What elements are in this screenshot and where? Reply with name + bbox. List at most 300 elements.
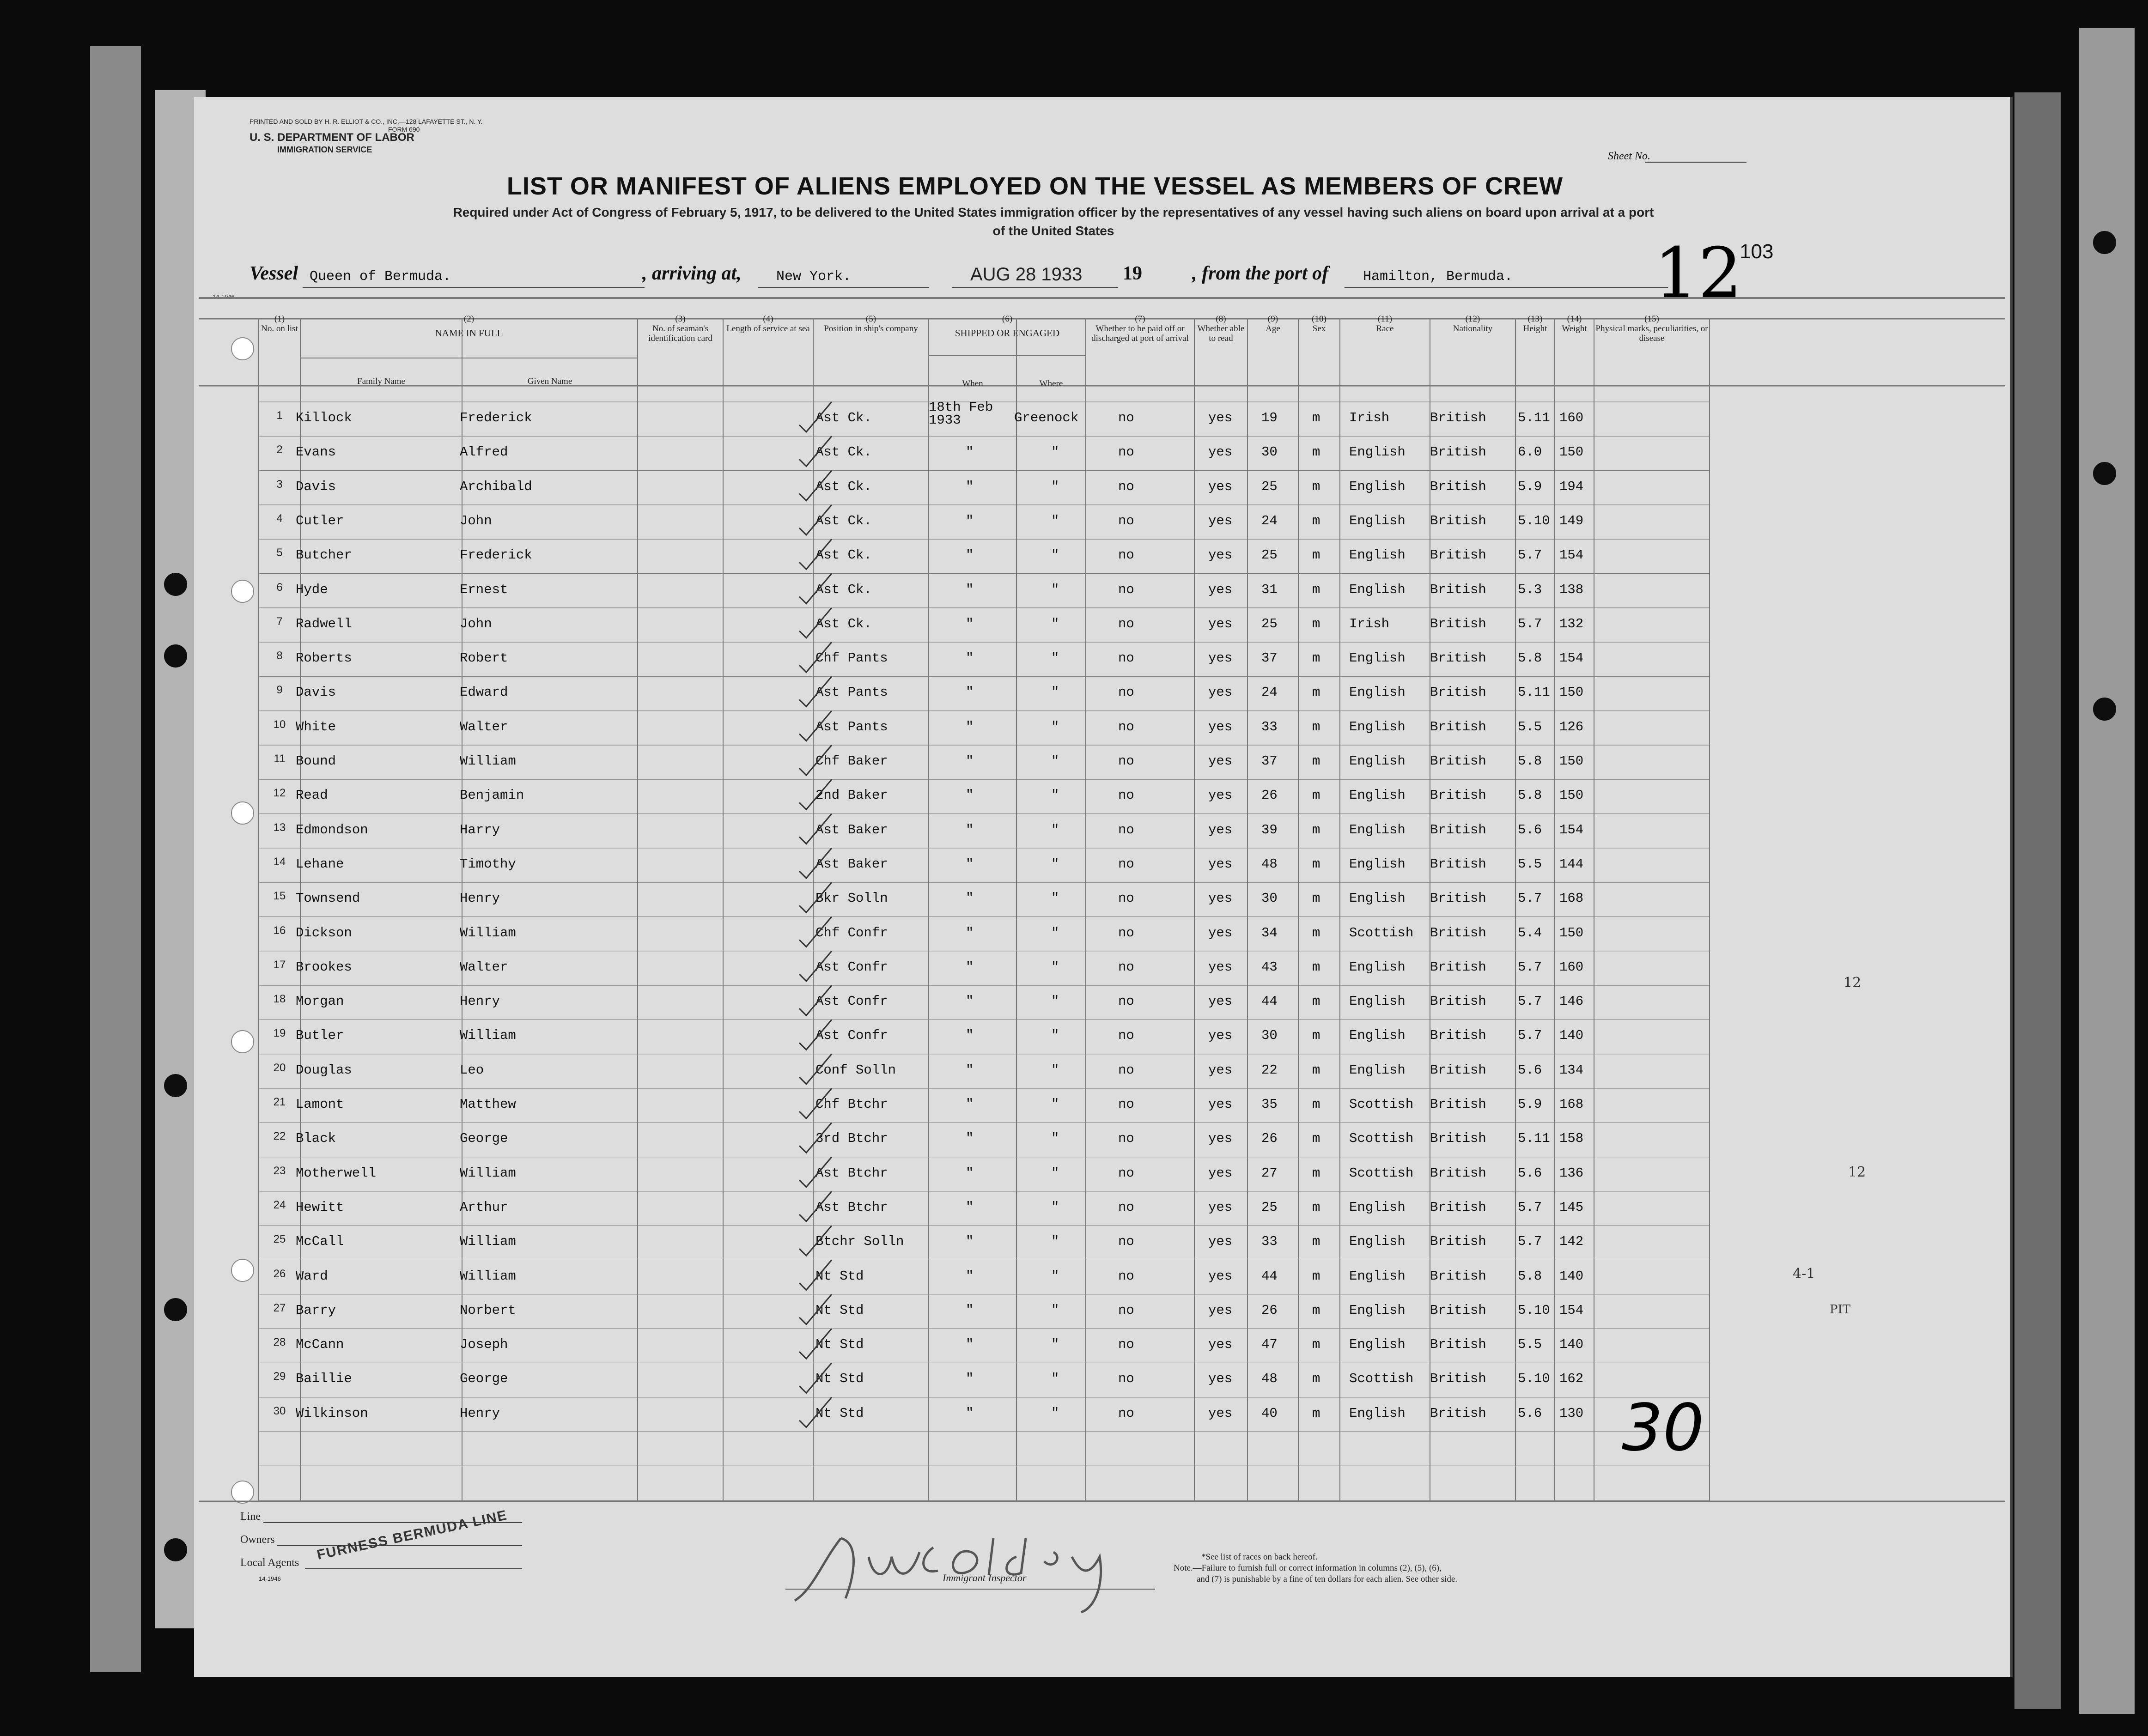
cell-age: 39 (1261, 822, 1278, 838)
cell-family: Hyde (296, 582, 328, 597)
cell-where: Greenock (1014, 410, 1079, 425)
cell-family: Dickson (296, 925, 352, 941)
row-number: 30 (273, 1404, 286, 1417)
cell-sex: m (1312, 822, 1320, 838)
check-mark (799, 1294, 832, 1324)
cell-race: Scottish (1349, 1165, 1414, 1181)
column-label: No. on list (261, 324, 298, 334)
cell-weight: 134 (1559, 1062, 1584, 1078)
row-number: 13 (273, 821, 286, 834)
cell-read: yes (1208, 1097, 1233, 1112)
cell-sex: m (1312, 959, 1320, 975)
cell-height: 5.7 (1518, 959, 1542, 975)
cell-height: 5.8 (1518, 753, 1542, 769)
cell-height: 5.7 (1518, 1234, 1542, 1250)
cell-read: yes (1208, 891, 1233, 906)
cell-where: " (1051, 1097, 1059, 1112)
cell-read: yes (1208, 685, 1233, 700)
column-number: (11) (1378, 314, 1392, 324)
cell-where: " (1051, 582, 1059, 597)
cell-family: McCann (296, 1337, 344, 1353)
cell-family: Barry (296, 1302, 336, 1318)
cell-sex: m (1312, 479, 1320, 494)
agents-label: Local Agents (240, 1557, 299, 1569)
check-mark (799, 574, 832, 604)
cell-when: " (966, 547, 974, 563)
cell-read: yes (1208, 959, 1233, 975)
cell-paid-off: no (1118, 479, 1134, 494)
check-mark (799, 505, 832, 535)
cell-when: " (966, 925, 974, 941)
cell-race: Irish (1349, 410, 1390, 425)
cell-paid-off: no (1118, 1371, 1134, 1387)
cell-race: English (1349, 1268, 1406, 1284)
column-label: When (962, 379, 983, 388)
cell-race: English (1349, 1062, 1406, 1078)
cell-read: yes (1208, 547, 1233, 563)
row-number: 16 (273, 924, 286, 937)
cell-height: 5.11 (1518, 685, 1550, 700)
column-number: (9) (1267, 314, 1278, 324)
cell-sex: m (1312, 1028, 1320, 1044)
cell-given: William (460, 925, 516, 941)
cell-where: " (1051, 650, 1059, 666)
cell-when: " (966, 650, 974, 666)
cell-position: Ast Ck. (815, 479, 872, 494)
cell-sex: m (1312, 1199, 1320, 1215)
cell-height: 5.10 (1518, 513, 1550, 528)
cell-family: Butler (296, 1028, 344, 1044)
cell-position: Ast Btchr (815, 1199, 888, 1215)
cell-position: Ast Baker (815, 822, 888, 838)
cell-given: Walter (460, 719, 508, 734)
cell-read: yes (1208, 1234, 1233, 1250)
footer-note-2: Note.—Failure to furnish full or correct information in columns (2), (5), (6), (1174, 1563, 1442, 1573)
cell-paid-off: no (1118, 1302, 1134, 1318)
cell-family: Ward (296, 1268, 328, 1284)
column-number: (3) (675, 314, 686, 324)
cell-weight: 158 (1559, 1131, 1584, 1147)
cell-height: 5.7 (1518, 616, 1542, 631)
row-number: 23 (273, 1164, 286, 1177)
row-number: 12 (273, 787, 286, 800)
cell-given: Henry (460, 891, 500, 906)
cell-weight: 142 (1559, 1234, 1584, 1250)
cell-height: 5.10 (1518, 1302, 1550, 1318)
cell-nationality: British (1430, 822, 1486, 838)
cell-family: Roberts (296, 650, 352, 666)
cell-paid-off: no (1118, 1268, 1134, 1284)
cell-when: " (966, 1268, 974, 1284)
cell-age: 31 (1261, 582, 1278, 597)
cell-position: Nt Std (815, 1268, 864, 1284)
subtitle-line-1: Required under Act of Congress of February 5, 1917, to be delivered to the United States immigration officer by the representatives of any vessel having such aliens on board upon arrival at a port (453, 205, 1654, 219)
row-number: 5 (276, 546, 283, 559)
cell-race: Scottish (1349, 1131, 1414, 1147)
cell-where: " (1051, 1302, 1059, 1318)
row-number: 11 (274, 753, 286, 765)
cell-read: yes (1208, 822, 1233, 838)
row-number: 17 (273, 958, 286, 971)
cell-sex: m (1312, 1337, 1320, 1353)
cell-family: Cutler (296, 513, 344, 528)
cell-sex: m (1312, 1268, 1320, 1284)
arriving-label: , arriving at, (642, 263, 742, 284)
from-port: Hamilton, Bermuda. (1363, 269, 1513, 285)
cell-position: Nt Std (815, 1405, 864, 1421)
cell-read: yes (1208, 1165, 1233, 1181)
cell-weight: 150 (1559, 685, 1584, 700)
cell-height: 5.7 (1518, 1199, 1542, 1215)
cell-position: Ast Ck. (815, 513, 872, 528)
cell-paid-off: no (1118, 959, 1134, 975)
sheet-label: Sheet No. (1608, 150, 1650, 162)
cell-read: yes (1208, 753, 1233, 769)
cell-read: yes (1208, 1131, 1233, 1147)
cell-read: yes (1208, 1062, 1233, 1078)
inspector-signature (785, 1520, 1164, 1617)
cell-nationality: British (1430, 1199, 1486, 1215)
cell-family: Edmondson (296, 822, 368, 838)
cell-family: Lamont (296, 1097, 344, 1112)
cell-age: 24 (1261, 513, 1278, 528)
cell-nationality: British (1430, 1302, 1486, 1318)
row-number: 28 (273, 1336, 286, 1349)
cell-age: 25 (1261, 479, 1278, 494)
footer-note-3: and (7) is punishable by a fine of ten dollars for each alien. See other side. (1197, 1574, 1458, 1584)
cell-given: John (460, 616, 492, 631)
cell-position: Nt Std (815, 1371, 864, 1387)
cell-when: " (966, 719, 974, 734)
cell-nationality: British (1430, 1028, 1486, 1044)
cell-paid-off: no (1118, 925, 1134, 941)
cell-race: English (1349, 891, 1406, 906)
cell-where: " (1051, 1371, 1059, 1387)
cell-family: Motherwell (296, 1165, 377, 1181)
cell-when: " (966, 582, 974, 597)
from-port-label: , from the port of (1192, 263, 1329, 284)
cell-read: yes (1208, 410, 1233, 425)
row-number: 18 (273, 993, 286, 1006)
cell-position: Ast Baker (815, 856, 888, 872)
cell-when: " (966, 616, 974, 631)
cell-height: 5.9 (1518, 1097, 1542, 1112)
column-label: Length of service at sea (726, 324, 810, 334)
cell-height: 5.7 (1518, 891, 1542, 906)
cell-weight: 150 (1559, 444, 1584, 460)
cell-sex: m (1312, 650, 1320, 666)
cell-read: yes (1208, 1199, 1233, 1215)
cell-height: 5.7 (1518, 994, 1542, 1009)
cell-where: " (1051, 822, 1059, 838)
cell-when: " (966, 1405, 974, 1421)
cell-family: McCall (296, 1234, 344, 1250)
cell-position: Nt Std (815, 1302, 864, 1318)
page-title: LIST OR MANIFEST OF ALIENS EMPLOYED ON THE VESSEL AS MEMBERS OF CREW (506, 172, 1564, 200)
cell-height: 5.6 (1518, 1405, 1542, 1421)
cell-age: 19 (1261, 410, 1278, 425)
cell-height: 5.4 (1518, 925, 1542, 941)
column-number: (15) (1644, 314, 1659, 324)
cell-weight: 168 (1559, 1097, 1584, 1112)
cell-where: " (1051, 719, 1059, 734)
cell-race: Scottish (1349, 925, 1414, 941)
cell-read: yes (1208, 444, 1233, 460)
cell-family: White (296, 719, 336, 734)
cell-height: 5.8 (1518, 1268, 1542, 1284)
cell-age: 48 (1261, 1371, 1278, 1387)
cell-race: English (1349, 856, 1406, 872)
check-mark (799, 608, 832, 638)
cell-height: 5.6 (1518, 1062, 1542, 1078)
row-number: 3 (276, 478, 283, 491)
cell-position: 2nd Baker (815, 788, 888, 803)
row-number: 24 (273, 1198, 286, 1211)
cell-nationality: British (1430, 444, 1486, 460)
cell-paid-off: no (1118, 444, 1134, 460)
cell-read: yes (1208, 1337, 1233, 1353)
cell-age: 30 (1261, 891, 1278, 906)
cell-sex: m (1312, 719, 1320, 734)
cell-sex: m (1312, 685, 1320, 700)
cell-family: Brookes (296, 959, 352, 975)
cell-paid-off: no (1118, 1062, 1134, 1078)
cell-read: yes (1208, 513, 1233, 528)
cell-race: English (1349, 822, 1406, 838)
cell-when: " (966, 788, 974, 803)
cell-given: William (460, 1165, 516, 1181)
cell-age: 26 (1261, 1131, 1278, 1147)
row-number: 20 (273, 1061, 286, 1074)
column-label: Height (1523, 324, 1547, 334)
row-number: 1 (276, 409, 283, 422)
cell-family: Davis (296, 479, 336, 494)
cell-position: Ast Pants (815, 685, 888, 700)
cell-where: " (1051, 1028, 1059, 1044)
cell-position: Ast Btchr (815, 1165, 888, 1181)
cell-where: " (1051, 856, 1059, 872)
column-label: Position in ship's company (824, 324, 918, 334)
margin-mark: 12 (1848, 1164, 1866, 1180)
column-label: Given Name (527, 376, 572, 386)
owners-label: Owners (240, 1534, 275, 1546)
column-label: Whether able to read (1197, 324, 1245, 343)
column-label: Weight (1562, 324, 1587, 334)
vessel-name: Queen of Bermuda. (310, 269, 451, 285)
cell-when: " (966, 1234, 974, 1250)
cell-where: " (1051, 685, 1059, 700)
cell-given: Matthew (460, 1097, 516, 1112)
footer-form-stamp: 14-1946 (259, 1575, 281, 1582)
row-number: 10 (273, 718, 286, 731)
cell-position: Ast Pants (815, 719, 888, 734)
cell-given: Timothy (460, 856, 516, 872)
cell-when: " (966, 822, 974, 838)
cell-where: " (1051, 891, 1059, 906)
cell-where: " (1051, 1165, 1059, 1181)
cell-paid-off: no (1118, 685, 1134, 700)
row-number: 25 (273, 1233, 286, 1246)
cell-height: 5.6 (1518, 822, 1542, 838)
check-mark (799, 1020, 832, 1050)
cell-read: yes (1208, 479, 1233, 494)
cell-sex: m (1312, 616, 1320, 631)
cell-race: English (1349, 582, 1406, 597)
cell-sex: m (1312, 1371, 1320, 1387)
column-number: (5) (865, 314, 876, 324)
cell-sex: m (1312, 1062, 1320, 1078)
check-mark (799, 985, 832, 1015)
cell-sex: m (1312, 891, 1320, 906)
cell-height: 5.11 (1518, 410, 1550, 425)
cell-weight: 138 (1559, 582, 1584, 597)
cell-when: " (966, 1302, 974, 1318)
cell-paid-off: no (1118, 1028, 1134, 1044)
cell-given: Frederick (460, 547, 532, 563)
cell-given: William (460, 1028, 516, 1044)
cell-when: 18th Feb 1933 (929, 400, 993, 428)
check-mark (799, 711, 832, 741)
cell-sex: m (1312, 856, 1320, 872)
column-number: (4) (763, 314, 773, 324)
cell-weight: 146 (1559, 994, 1584, 1009)
cell-position: 3rd Btchr (815, 1131, 888, 1147)
row-number: 6 (276, 581, 283, 594)
cell-nationality: British (1430, 410, 1486, 425)
cell-where: " (1051, 616, 1059, 631)
cell-nationality: British (1430, 959, 1486, 975)
column-number: (1) (274, 314, 285, 324)
column-number: (7) (1135, 314, 1145, 324)
cell-weight: 126 (1559, 719, 1584, 734)
cell-position: Ast Ck. (815, 410, 872, 425)
cell-paid-off: no (1118, 1234, 1134, 1250)
cell-age: 25 (1261, 547, 1278, 563)
cell-paid-off: no (1118, 616, 1134, 631)
cell-read: yes (1208, 788, 1233, 803)
cell-paid-off: no (1118, 856, 1134, 872)
check-mark (799, 539, 832, 569)
cell-race: Scottish (1349, 1097, 1414, 1112)
check-mark (799, 1260, 832, 1290)
cell-sex: m (1312, 444, 1320, 460)
column-number: (13) (1527, 314, 1543, 324)
cell-nationality: British (1430, 994, 1486, 1009)
cell-read: yes (1208, 1405, 1233, 1421)
cell-read: yes (1208, 616, 1233, 631)
cell-age: 40 (1261, 1405, 1278, 1421)
cell-age: 25 (1261, 1199, 1278, 1215)
cell-when: " (966, 479, 974, 494)
vessel-label: Vessel (249, 263, 298, 284)
cell-weight: 154 (1559, 547, 1584, 563)
cell-nationality: British (1430, 1234, 1486, 1250)
column-number: (6) (1002, 314, 1013, 324)
cell-paid-off: no (1118, 1131, 1134, 1147)
cell-where: " (1051, 994, 1059, 1009)
cell-height: 5.5 (1518, 719, 1542, 734)
column-label: SHIPPED OR ENGAGED (955, 328, 1060, 339)
cell-given: William (460, 1268, 516, 1284)
column-label: Age (1266, 324, 1280, 334)
row-number: 7 (276, 615, 283, 628)
cell-where: " (1051, 1337, 1059, 1353)
cell-sex: m (1312, 410, 1320, 425)
cell-age: 33 (1261, 719, 1278, 734)
total-count-hand: 30 (1622, 1390, 1704, 1466)
cell-paid-off: no (1118, 788, 1134, 803)
cell-age: 26 (1261, 788, 1278, 803)
cell-height: 5.10 (1518, 1371, 1550, 1387)
cell-position: Nt Std (815, 1337, 864, 1353)
cell-race: English (1349, 444, 1406, 460)
check-mark (799, 814, 832, 844)
cell-race: English (1349, 753, 1406, 769)
cell-family: Morgan (296, 994, 344, 1009)
cell-nationality: British (1430, 1371, 1486, 1387)
cell-when: " (966, 1337, 974, 1353)
cell-paid-off: no (1118, 547, 1134, 563)
check-mark (799, 1123, 832, 1153)
check-mark (799, 1226, 832, 1256)
check-mark (799, 882, 832, 912)
cell-paid-off: no (1118, 891, 1134, 906)
cell-given: Leo (460, 1062, 484, 1078)
cell-age: 34 (1261, 925, 1278, 941)
check-mark (799, 1191, 832, 1221)
cell-nationality: British (1430, 1268, 1486, 1284)
cell-weight: 168 (1559, 891, 1584, 906)
column-number: (12) (1465, 314, 1480, 324)
cell-height: 5.9 (1518, 479, 1542, 494)
cell-sex: m (1312, 1302, 1320, 1318)
cell-given: Archibald (460, 479, 532, 494)
cell-height: 5.8 (1518, 788, 1542, 803)
check-mark (799, 1329, 832, 1359)
cell-nationality: British (1430, 1337, 1486, 1353)
cell-height: 5.7 (1518, 1028, 1542, 1044)
cell-nationality: British (1430, 719, 1486, 734)
cell-weight: 144 (1559, 856, 1584, 872)
cell-weight: 154 (1559, 822, 1584, 838)
cell-age: 26 (1261, 1302, 1278, 1318)
cell-sex: m (1312, 788, 1320, 803)
cell-where: " (1051, 479, 1059, 494)
form-stamp: 14-1946 (213, 293, 235, 300)
cell-height: 5.8 (1518, 650, 1542, 666)
cell-when: " (966, 1199, 974, 1215)
cell-family: Davis (296, 685, 336, 700)
cell-where: " (1051, 959, 1059, 975)
cell-given: Ernest (460, 582, 508, 597)
printer-line: PRINTED AND SOLD BY H. R. ELLIOT & CO., INC.—128 LAFAYETTE ST., N. Y. (249, 118, 483, 125)
cell-when: " (966, 1028, 974, 1044)
check-mark (799, 779, 832, 809)
cell-height: 5.5 (1518, 856, 1542, 872)
column-label: Physical marks, peculiarities, or disease (1595, 324, 1708, 343)
cell-read: yes (1208, 1371, 1233, 1387)
cell-given: George (460, 1131, 508, 1147)
cell-family: Bound (296, 753, 336, 769)
margin-mark: PIT (1830, 1303, 1851, 1317)
cell-paid-off: no (1118, 410, 1134, 425)
check-mark (799, 402, 832, 432)
cell-paid-off: no (1118, 1337, 1134, 1353)
cell-given: Henry (460, 994, 500, 1009)
cell-weight: 140 (1559, 1028, 1584, 1044)
agents-blank (305, 1568, 522, 1569)
subtitle-line-2: of the United States (992, 224, 1114, 238)
